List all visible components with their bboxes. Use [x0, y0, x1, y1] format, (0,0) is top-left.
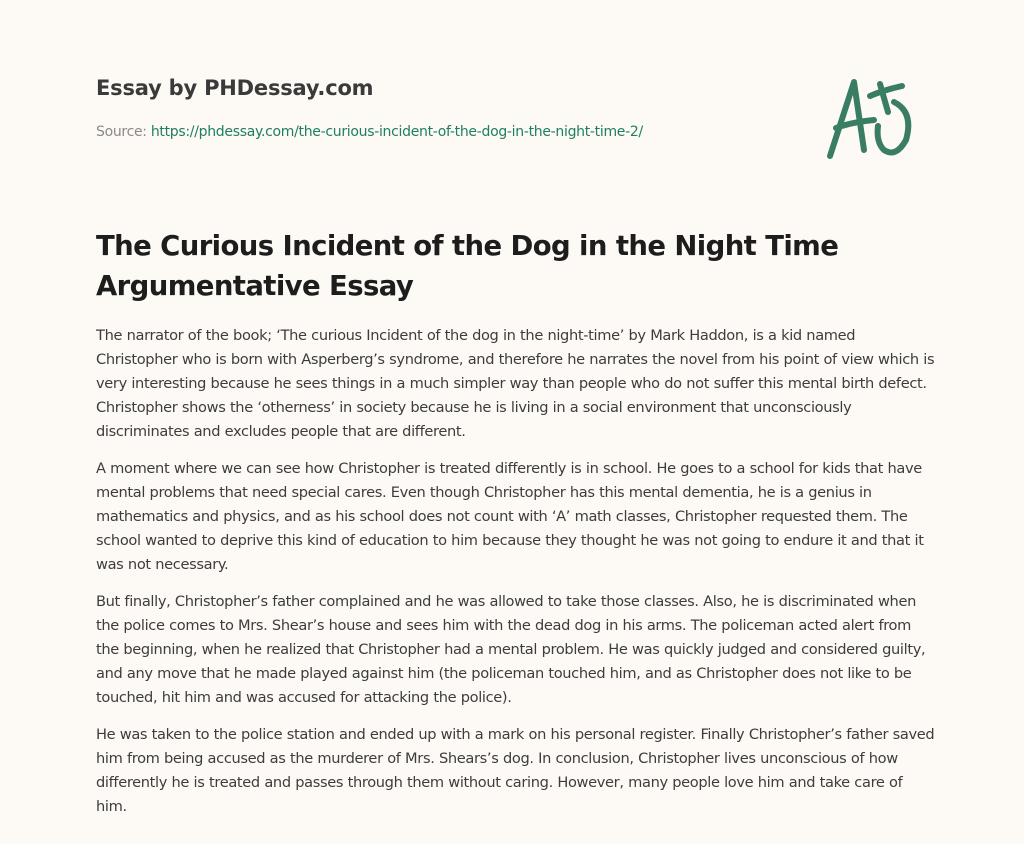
source-label: Source:	[96, 124, 147, 140]
header	[96, 0, 936, 200]
page	[96, 0, 936, 815]
source-line	[96, 124, 643, 140]
essay-title: The Curious Incident of the Dog in the Night Time Argumentative Essay	[96, 230, 839, 302]
essay-paragraph-1: The narrator of the book; ‘The curious Incident of the dog in the night-time’ by Mark Haddon, is a kid named Christopher who is born with Asperberg’s syndrome, and therefore he narrates the novel from his point of view which is very interesting because he sees things in a much simpler way than people who do not suffer this mental birth defect. Christopher shows the ‘otherness’ in society because he is living in a social environment that unconsciously discriminates and excludes people that are different.	[96, 327, 935, 440]
essay-body	[96, 324, 936, 832]
source-link[interactable]: https://phdessay.com/the-curious-incident-of-the-dog-in-the-night-time-2/	[150, 124, 643, 140]
a-plus-grade-icon	[824, 68, 928, 164]
site-title: Essay by PHDessay.com	[96, 76, 374, 100]
essay-paragraph-3: But finally, Christopher’s father complained and he was allowed to take those classes. Also, he is discriminated when the police comes to Mrs. Shear’s house and sees him with the dead dog in his arms. The policeman acted alert from the beginning, when he realized that Christopher had a mental problem. He was quickly judged and considered guilty, and any move that he made played against him (the policeman touched him, and as Christopher does not like to be touched, hit him and was accused for attacking the police).	[96, 593, 926, 706]
essay-paragraph-2: A moment where we can see how Christopher is treated differently is in school. He goes to a school for kids that have mental problems that need special cares. Even though Christopher has this mental dementia, he is a genius in mathematics and physics, and as his school does not count with ‘A’ math classes, Christopher requested them. The school wanted to deprive this kind of education to him because they thought he was not going to endure it and that it was not necessary.	[96, 460, 924, 573]
essay-paragraph-4: He was taken to the police station and ended up with a mark on his personal register. Finally Christopher’s father saved him from being accused as the murderer of Mrs. Shears’s dog. In conclusion, Christopher lives unconscious of how differently he is treated and passes through them without caring. However, many people love him and take care of him.	[96, 726, 935, 815]
